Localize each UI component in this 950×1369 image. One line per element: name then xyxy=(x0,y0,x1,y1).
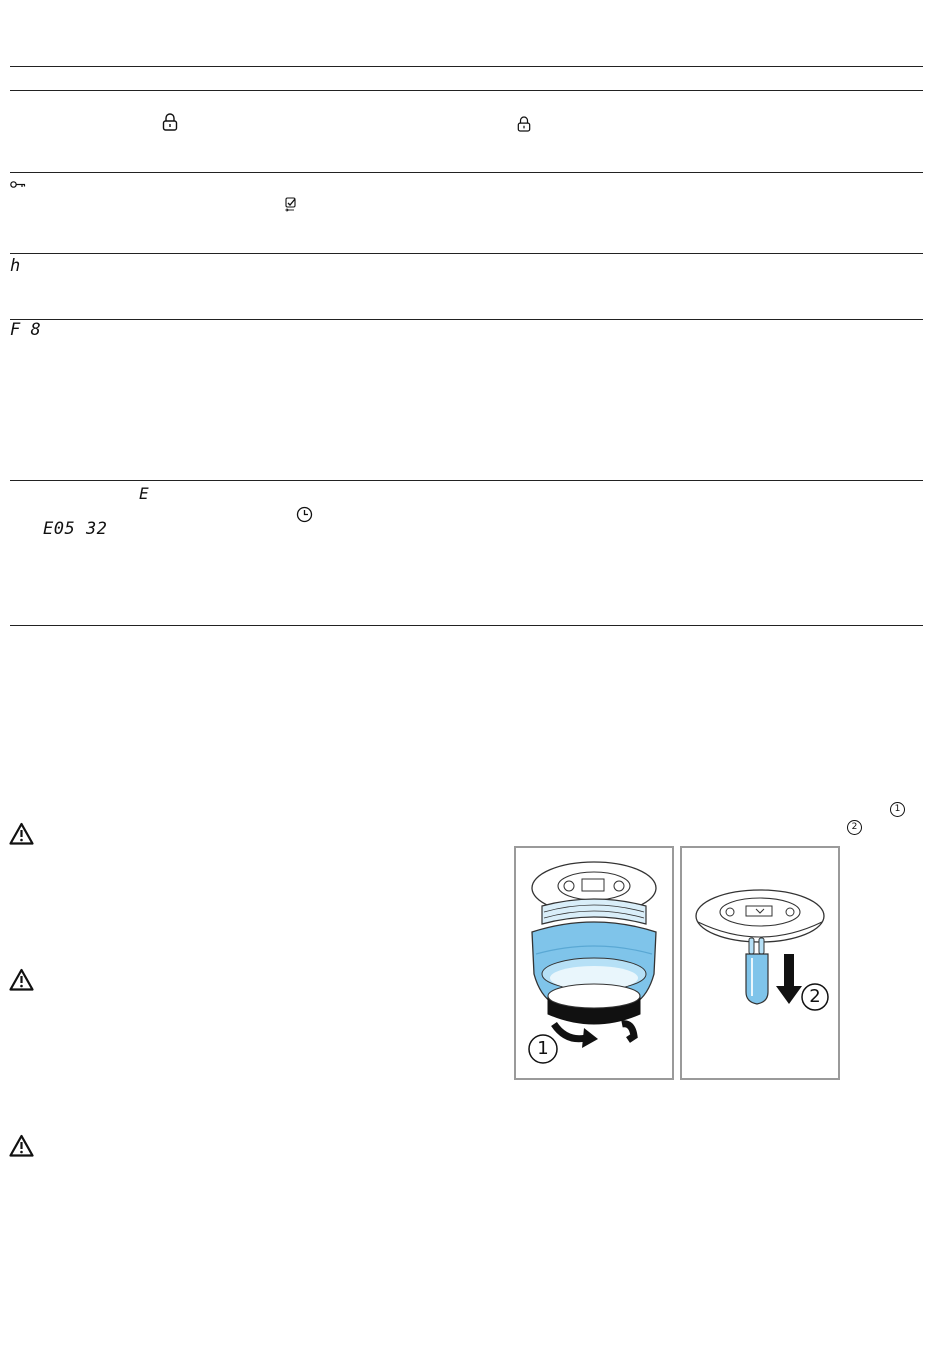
lock-icon xyxy=(162,113,178,131)
row-divider xyxy=(10,319,923,320)
row-divider xyxy=(10,172,923,173)
display-symbol-h: h xyxy=(10,256,21,276)
display-symbol-e: E xyxy=(139,484,149,503)
row-divider xyxy=(10,480,923,481)
clock-icon xyxy=(296,506,313,523)
figure-panel-remove-bulb xyxy=(680,846,840,1080)
edit-note-icon xyxy=(285,197,297,213)
table-bottom-rule xyxy=(10,625,923,626)
key-icon xyxy=(10,180,26,189)
figure-step-2-label: 2 xyxy=(809,986,821,1007)
error-code: E05 32 xyxy=(43,519,108,539)
step-number-1: 1 xyxy=(890,802,905,817)
step-number-2: 2 xyxy=(847,820,862,835)
display-symbol-f8: F 8 xyxy=(10,320,41,340)
figure-step-1-label: 1 xyxy=(537,1038,549,1059)
row-divider xyxy=(10,253,923,254)
table-top-rule xyxy=(10,66,923,67)
warning-triangle-icon xyxy=(9,968,34,991)
table-header-rule xyxy=(10,90,923,91)
lock-icon xyxy=(517,116,531,132)
warning-triangle-icon xyxy=(9,822,34,845)
warning-triangle-icon xyxy=(9,1134,34,1157)
